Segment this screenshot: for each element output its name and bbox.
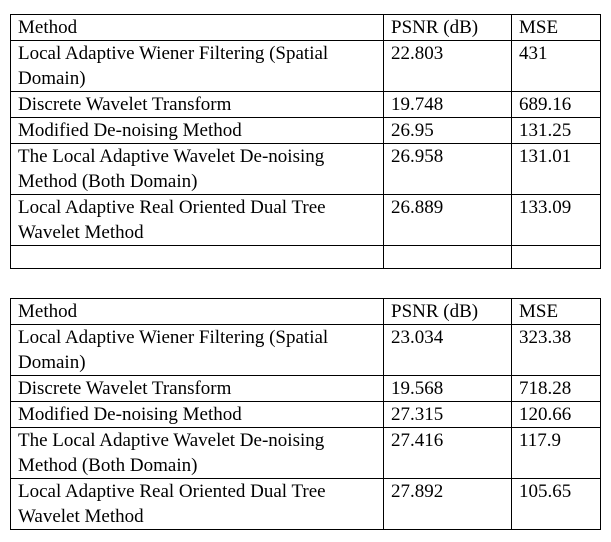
- table-header-row: [11, 299, 601, 325]
- mse-cell: 718.28: [512, 376, 601, 402]
- method-cell: Modified De-noising Method: [11, 402, 384, 428]
- psnr-cell: 26.889: [384, 195, 512, 246]
- psnr-cell: 26.95: [384, 118, 512, 144]
- mse-cell: 117.9: [512, 428, 601, 479]
- psnr-cell: 27.892: [384, 479, 512, 530]
- table-row: [11, 118, 601, 144]
- table-row: [11, 195, 601, 246]
- table-row: [11, 325, 601, 376]
- mse-cell: 431: [512, 41, 601, 92]
- results-table-1: [10, 14, 601, 269]
- empty-cell: [11, 246, 384, 269]
- mse-cell: 323.38: [512, 325, 601, 376]
- table-header-row: [11, 15, 601, 41]
- psnr-cell: 27.416: [384, 428, 512, 479]
- table-row: [11, 41, 601, 92]
- method-cell: Local Adaptive Wiener Filtering (Spatial Domain): [11, 325, 384, 376]
- table-row: [11, 376, 601, 402]
- mse-cell: 689.16: [512, 92, 601, 118]
- empty-cell: [512, 246, 601, 269]
- header-psnr: PSNR (dB): [384, 15, 512, 41]
- header-method: Method: [11, 15, 384, 41]
- header-mse: MSE: [512, 299, 601, 325]
- method-cell: Discrete Wavelet Transform: [11, 376, 384, 402]
- psnr-cell: 26.958: [384, 144, 512, 195]
- psnr-cell: 19.748: [384, 92, 512, 118]
- psnr-cell: 27.315: [384, 402, 512, 428]
- method-cell: Local Adaptive Real Oriented Dual Tree Wavelet Method: [11, 195, 384, 246]
- method-cell: The Local Adaptive Wavelet De-noising Method (Both Domain): [11, 144, 384, 195]
- header-psnr: PSNR (dB): [384, 299, 512, 325]
- empty-cell: [384, 246, 512, 269]
- mse-cell: 105.65: [512, 479, 601, 530]
- method-cell: Modified De-noising Method: [11, 118, 384, 144]
- empty-table-row: [11, 246, 601, 269]
- table-row: [11, 144, 601, 195]
- header-method: Method: [11, 299, 384, 325]
- psnr-cell: 22.803: [384, 41, 512, 92]
- table-row: [11, 428, 601, 479]
- table-row: [11, 92, 601, 118]
- psnr-cell: 19.568: [384, 376, 512, 402]
- method-cell: Local Adaptive Wiener Filtering (Spatial Domain): [11, 41, 384, 92]
- header-mse: MSE: [512, 15, 601, 41]
- method-cell: Discrete Wavelet Transform: [11, 92, 384, 118]
- psnr-cell: 23.034: [384, 325, 512, 376]
- mse-cell: 120.66: [512, 402, 601, 428]
- method-cell: The Local Adaptive Wavelet De-noising Method (Both Domain): [11, 428, 384, 479]
- table-row: [11, 402, 601, 428]
- method-cell: Local Adaptive Real Oriented Dual Tree Wavelet Method: [11, 479, 384, 530]
- mse-cell: 131.25: [512, 118, 601, 144]
- mse-cell: 131.01: [512, 144, 601, 195]
- mse-cell: 133.09: [512, 195, 601, 246]
- results-table-2: [10, 298, 601, 530]
- table-row: [11, 479, 601, 530]
